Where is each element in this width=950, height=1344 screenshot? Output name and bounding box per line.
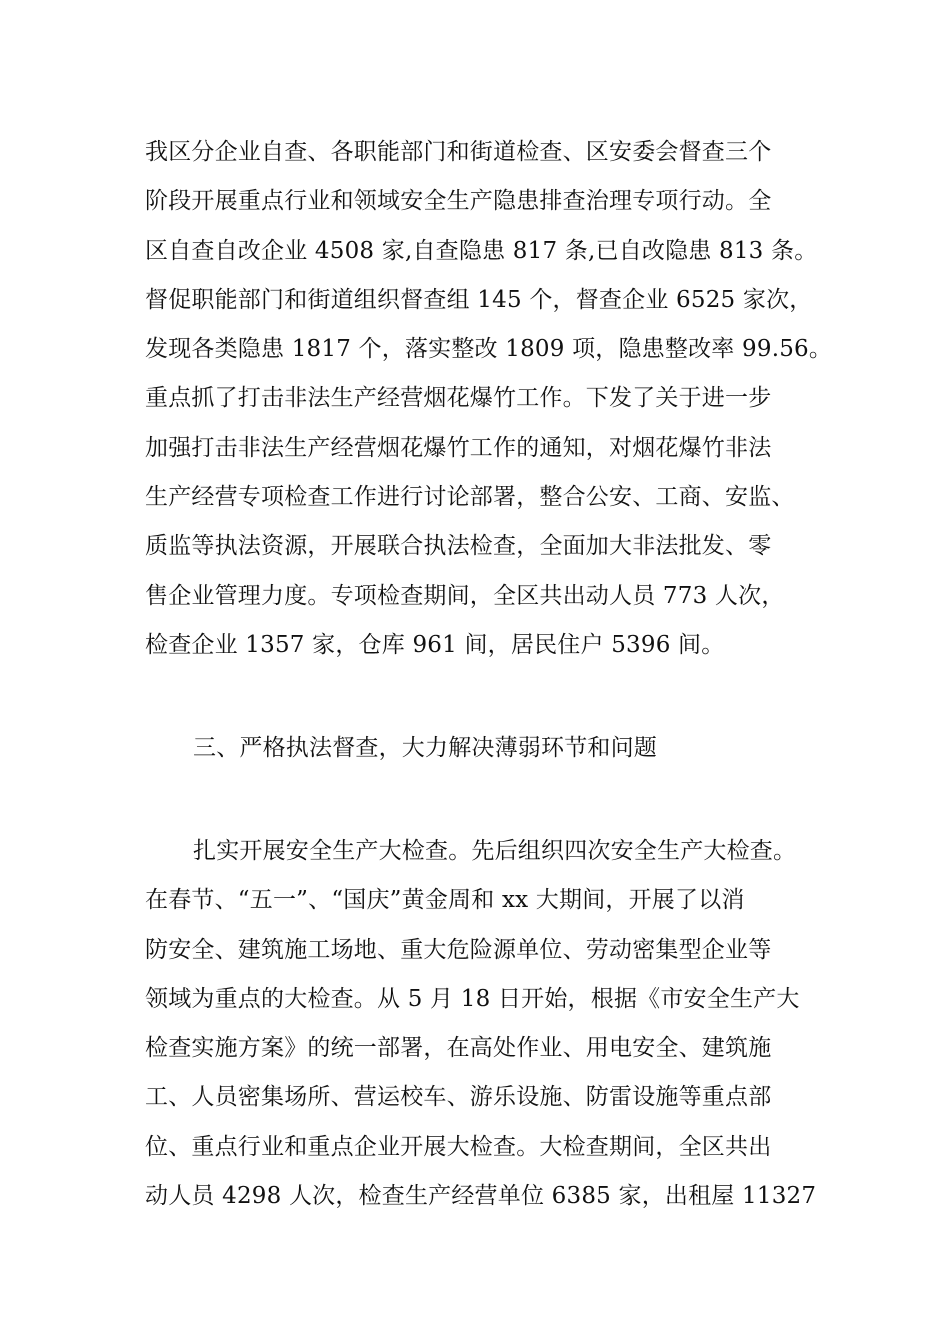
paragraph-line: 位、重点行业和重点企业开展大检查。大检查期间，全区共出 [145, 1133, 772, 1160]
paragraph-line: 重点抓了打击非法生产经营烟花爆竹工作。下发了关于进一步 [145, 385, 772, 412]
paragraph-line: 发现各类隐患 1817 个，落实整改 1809 项，隐患整改率 99.56。 [145, 336, 833, 363]
body-paragraph-1 [145, 128, 835, 670]
paragraph-line: 扎实开展安全生产大检查。先后组织四次安全生产大检查。 [193, 838, 797, 864]
paragraph-line: 工、人员密集场所、营运校车、游乐设施、防雷设施等重点部 [145, 1084, 772, 1111]
paragraph-line: 我区分企业自查、各职能部门和街道检查、区安委会督查三个 [145, 139, 772, 165]
paragraph-line: 售企业管理力度。专项检查期间，全区共出动人员 773 人次， [145, 582, 785, 609]
paragraph-line: 质监等执法资源，开展联合执法检查，全面加大非法批发、零 [145, 533, 772, 560]
paragraph-line: 动人员 4298 人次，检查生产经营单位 6385 家，出租屋 11327 [145, 1183, 817, 1210]
paragraph-line: 在春节、“五一”、“国庆”黄金周和 xx 大期间，开展了以消 [145, 887, 745, 914]
body-paragraph-2 [145, 827, 835, 1221]
paragraph-line: 阶段开展重点行业和领域安全生产隐患排查治理专项行动。全 [145, 188, 772, 215]
paragraph-line: 领域为重点的大检查。从 5 月 18 日开始，根据《市安全生产大 [145, 985, 800, 1012]
paragraph-line: 加强打击非法生产经营烟花爆竹工作的通知，对烟花爆竹非法 [145, 434, 772, 461]
paragraph-line: 生产经营专项检查工作进行讨论部署，整合公安、工商、安监、 [145, 484, 795, 511]
paragraph-line: 防安全、建筑施工场地、重大危险源单位、劳动密集型企业等 [145, 936, 772, 963]
paragraph-line: 督促职能部门和街道组织督查组 145 个，督查企业 6525 家次， [145, 286, 813, 313]
section-heading: 三、严格执法督查，大力解决薄弱环节和问题 [193, 735, 657, 761]
paragraph-line: 检查实施方案》的统一部署，在高处作业、用电安全、建筑施 [145, 1035, 772, 1062]
paragraph-line: 区自查自改企业 4508 家,自查隐患 817 条,已自改隐患 813 条。 [145, 237, 818, 264]
paragraph-line: 检查企业 1357 家，仓库 961 间，居民住户 5396 间。 [145, 631, 725, 658]
